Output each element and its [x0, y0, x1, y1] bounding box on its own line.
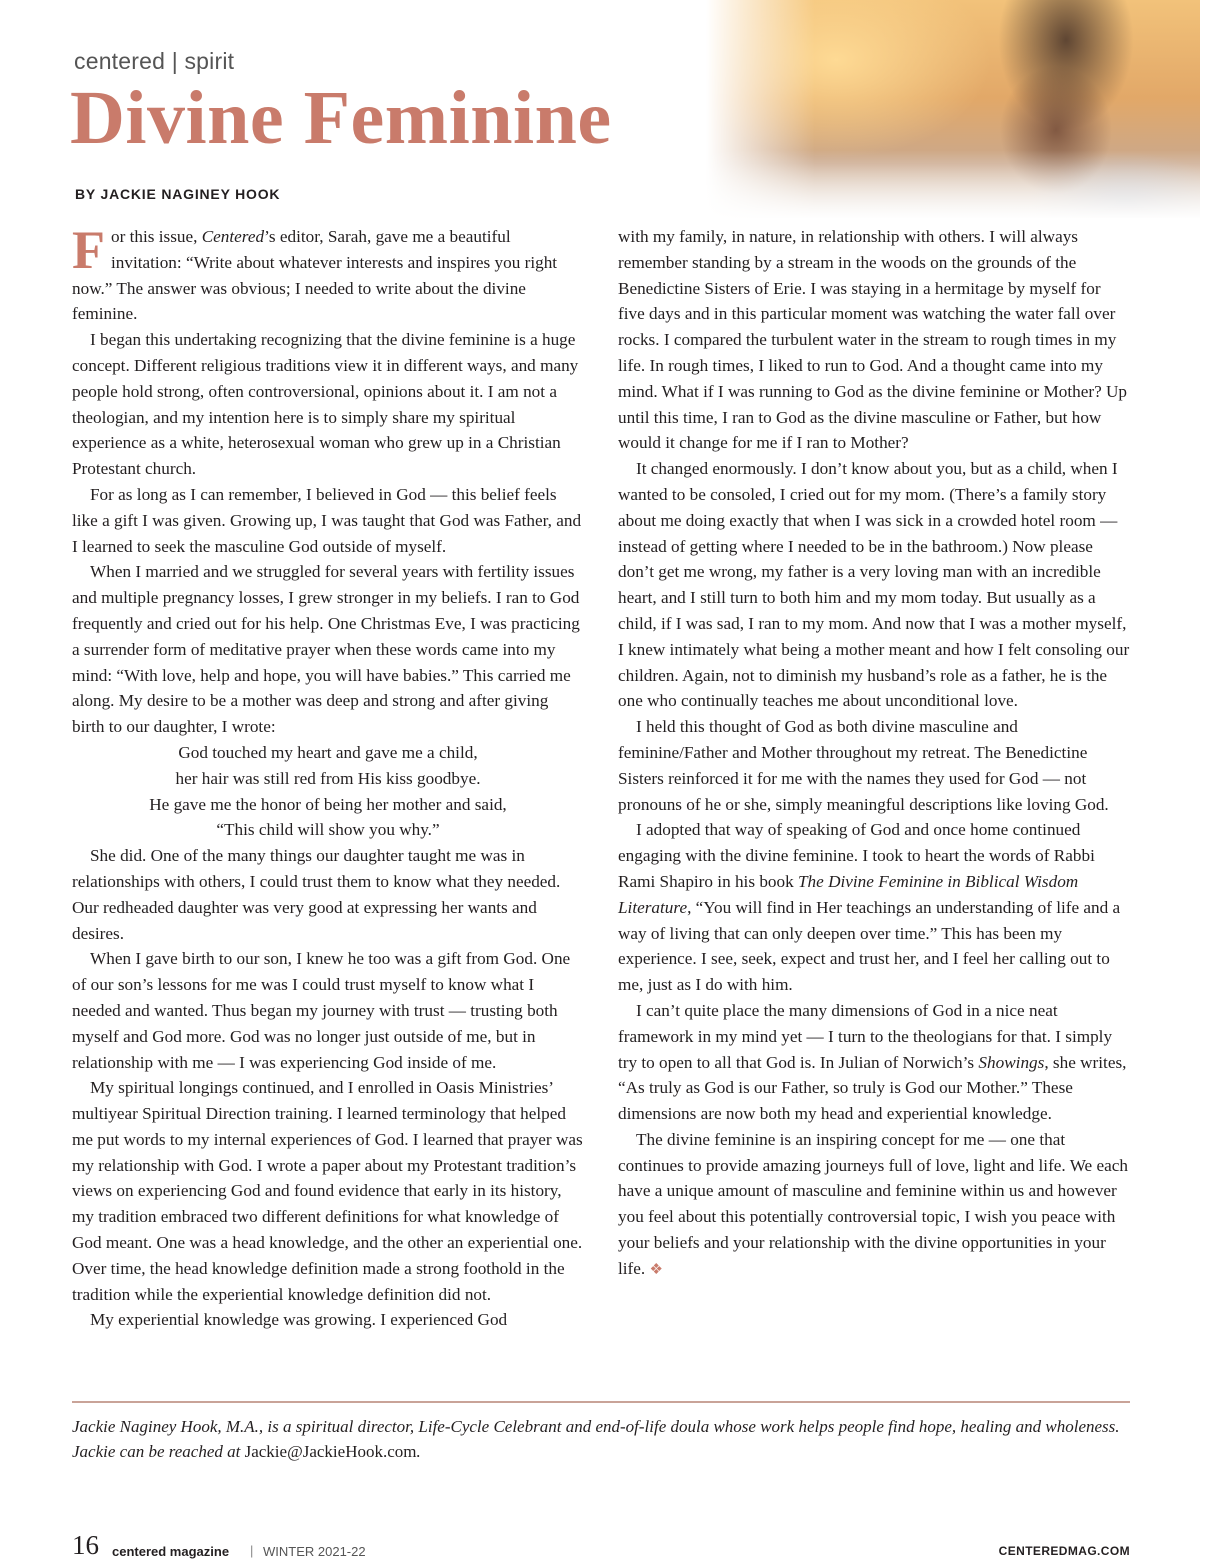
photo-fade [706, 150, 1200, 220]
paragraph: I can’t quite place the many dimensions of God in a nice neat framework in my mind yet — I turn to the theologians for that. I simply try to open to all that God is. In Julian of Norwich’s Showings, she writes, “As truly as God is our Father, so truly is God our Mother.” These dimensions are now both my head and experiential knowledge. [618, 1000, 1127, 1124]
paragraph: When I gave birth to our son, I knew he too was a gift from God. One of our son’s lessons for me was I could trust myself to know what I needed and wanted. Thus began my journey with trust — trusting both myself and God more. God was no longer just outside of me, but in relationship with me — I was experiencing God inside of me. [72, 949, 571, 1072]
paragraph: My spiritual longings continued, and I enrolled in Oasis Ministries’ multiyear Spiritual Direction training. I learned terminology that helped me put words to my internal experiences of God. I learned that prayer was my relationship with God. I wrote a paper about my Protestant tradition’s views on experiencing God and found evidence that early in its history, my tradition embraced two different definitions for what knowledge of God meant. One was a head knowledge, and the other an experiential one. Over time, the head knowledge definition made a strong foothold in the tradition while the experiential knowledge definition did not. [72, 1078, 583, 1304]
website-link[interactable]: CENTEREDMAG.COM [998, 1544, 1130, 1558]
article-title: Divine Feminine [70, 76, 612, 160]
article-column-left [72, 220, 584, 1333]
footer-separator: | [250, 1543, 254, 1558]
paragraph: For this issue, Centered’s editor, Sarah, gave me a beautiful invitation: “Write about whatever interests and inspires you right now.” The answer was obvious; I needed to write about the divine feminine. [72, 220, 558, 324]
paragraph: I began this undertaking recognizing that the divine feminine is a huge concept. Different religious traditions view it in different ways, and many people hold strong, often controversional, opinions about it. I am not a theologian, and my intention here is to simply share my spiritual experience as a white, heterosexual woman who grew up in a Christian Protestant church. [72, 330, 579, 479]
byline: BY JACKIE NAGINEY HOOK [75, 186, 281, 202]
paragraph: When I married and we struggled for several years with fertility issues and multiple pregnancy losses, I grew stronger in my beliefs. I ran to God frequently and cried out for his help. One Christmas Eve, I was practicing a surrender form of meditative prayer when these words came into my mind: “With love, help and hope, you will have babies.” This carried me along. My desire to be a mother was deep and strong and after giving birth to our daughter, I wrote: [72, 562, 580, 737]
paragraph: She did. One of the many things our daughter taught me was in relationships with others, I could trust them to know what they needed. Our redheaded daughter was very good at expressing her wants and desires. [72, 846, 561, 943]
paragraph: I adopted that way of speaking of God and once home continued engaging with the divine feminine. I took to heart the words of Rabbi Rami Shapiro in his book The Divine Feminine in Biblical Wisdom Literature, “You will find in Her teachings an understanding of life and a way of living that can only deepen over time.” This has been my experience. I see, seek, expect and trust her, and I feel her calling out to me, just as I do with him. [618, 820, 1121, 995]
issue-date: WINTER 2021-22 [263, 1544, 366, 1559]
divider-rule [72, 1401, 1130, 1403]
paragraph: For as long as I can remember, I believed in God — this belief feels like a gift I was given. Growing up, I was taught that God was Father, and I learned to seek the masculine God outside of myself. [72, 484, 582, 556]
section-label: centered | spirit [74, 48, 235, 74]
paragraph: with my family, in nature, in relationship with others. I will always remember standing by a stream in the woods on the grounds of the Benedictine Sisters of Erie. I was staying in a hermitage by myself for five days and in this particular moment was watching the water fall over rocks. I compared the turbulent water in the stream to rough times in my life. In rough times, I liked to run to God. And a thought came into my mind. What if I was running to God as the divine feminine or Mother? Up until this time, I ran to God as the divine masculine or Father, but how would it change for me if I ran to Mother? [618, 227, 1127, 453]
end-mark-icon: ❖ [649, 1261, 663, 1278]
magazine-name: centered magazine [112, 1544, 230, 1559]
paragraph: It changed enormously. I don’t know about you, but as a child, when I wanted to be consoled, I cried out for my mom. (There’s a family story about me doing exactly that when I was sick in a crowded hotel room — instead of getting where I needed to be in the bathroom.) Now please don’t get me wrong, my father is a very loving man with an incredible heart, and I still turn to both him and my mom today. But usually as a child, if I was sad, I ran to my mom. And now that I was a mother myself, I knew intimately what being a mother meant and how I felt consoling our children. Again, not to diminish my husband’s role as a father, he is the one who continually teaches me about unconditional love. [618, 459, 1130, 711]
page-number: 16 [72, 1530, 99, 1560]
paragraph: I held this thought of God as both divine masculine and feminine/Father and Mother throughout my retreat. The Benedictine Sisters reinforced it for me with the names they used for God — not pronouns of he or she, simply meaningful descriptions like loving God. [618, 717, 1109, 814]
poem-line: He gave me the honor of being her mother and said, [149, 794, 507, 814]
poem-line: her hair was still red from His kiss goodbye. [175, 768, 481, 788]
paragraph: The divine feminine is an inspiring concept for me — one that continues to provide amazing journeys full of love, light and life. We each have a unique amount of masculine and feminine within us and however you feel about this potentially controversial topic, I wish you peace with your beliefs and your relationship with the divine opportunities in your life. ❖ [618, 1129, 1128, 1278]
poem [72, 740, 584, 843]
author-email-link[interactable]: Jackie@JackieHook.com [244, 1442, 417, 1461]
paragraph: My experiential knowledge was growing. I experienced God [90, 1310, 508, 1330]
poem-line: “This child will show you why.” [216, 820, 440, 840]
article-column-right [618, 224, 1130, 1284]
drop-cap: F [72, 220, 105, 280]
photo-credit: WAVEBREAKMEDIA/GETTYIMAGES/ISTOCK/GETTYIMAGES [1205, 18, 1211, 212]
poem-line: God touched my heart and gave me a child, [178, 742, 478, 762]
author-bio: Jackie Naginey Hook, M.A., is a spiritual director, Life-Cycle Celebrant and end-of-life doula whose work helps people find hope, healing and wholeness. Jackie can be reached at Jackie@JackieHook.com. [72, 1417, 1120, 1461]
